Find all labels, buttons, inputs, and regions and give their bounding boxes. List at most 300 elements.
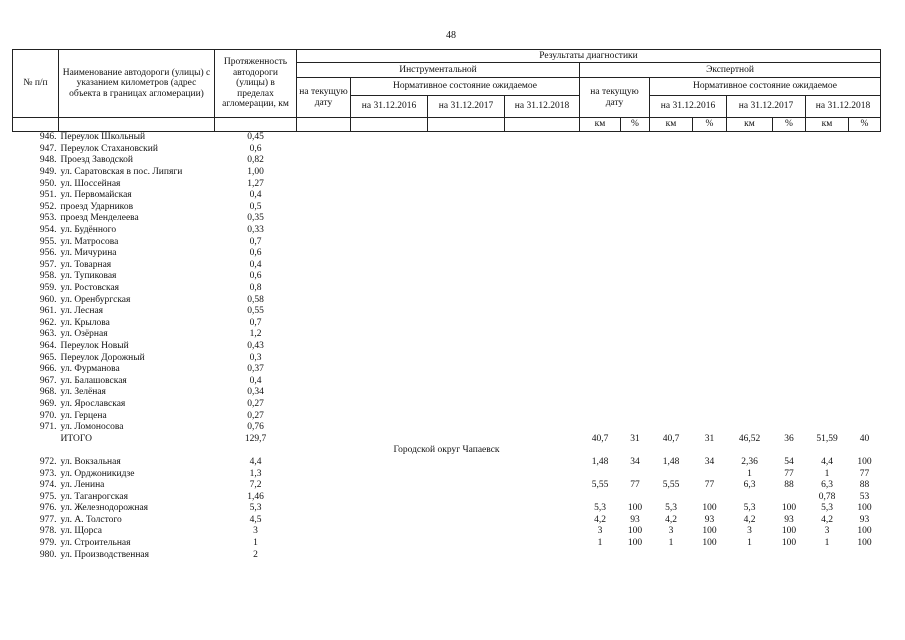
road-length: 0,58 <box>247 294 264 305</box>
result-value <box>650 283 693 295</box>
road-length: 0,7 <box>249 317 262 328</box>
result-value <box>580 144 621 156</box>
row-number: 962. <box>39 317 57 328</box>
result-value <box>580 341 621 353</box>
result-value <box>773 155 806 167</box>
result-value <box>773 329 806 341</box>
road-name: ул. Балашовская <box>60 375 127 386</box>
table-cell <box>428 410 505 422</box>
result-value <box>693 364 727 376</box>
road-name: ул. Оренбургская <box>60 294 131 305</box>
table-cell <box>505 144 580 156</box>
table-cell <box>351 167 428 179</box>
table-row <box>13 236 881 248</box>
result-value <box>849 294 881 306</box>
table-cell <box>505 352 580 364</box>
road-length: 0,35 <box>247 213 264 224</box>
result-value <box>621 468 650 480</box>
table-cell <box>351 538 428 550</box>
row-number: 967. <box>39 375 57 386</box>
table-row <box>13 213 881 225</box>
table-cell <box>428 538 505 550</box>
table-cell <box>297 422 351 434</box>
section-row <box>13 445 881 457</box>
result-value <box>580 248 621 260</box>
result-value <box>693 422 727 434</box>
row-number: 979. <box>39 538 57 549</box>
result-value <box>580 306 621 318</box>
result-value <box>849 190 881 202</box>
result-value <box>773 422 806 434</box>
result-value: 77 <box>784 468 794 479</box>
result-value <box>849 422 881 434</box>
result-value <box>806 167 849 179</box>
row-number: 977. <box>39 514 57 525</box>
result-value <box>727 364 773 376</box>
row-number: 959. <box>39 283 57 294</box>
table-cell <box>428 329 505 341</box>
result-value <box>773 190 806 202</box>
table-cell <box>505 225 580 237</box>
result-value <box>580 132 621 144</box>
row-number: 980. <box>39 549 57 560</box>
table-cell <box>505 538 580 550</box>
result-value <box>693 132 727 144</box>
road-length: 2 <box>253 549 258 560</box>
result-value <box>693 190 727 202</box>
result-value <box>693 202 727 214</box>
table-cell <box>351 375 428 387</box>
result-value <box>806 260 849 272</box>
col-name-header: Наименование автодороги (улицы) с указанием километров (адрес объекта в границах агломерации) <box>59 50 215 118</box>
table-cell <box>297 387 351 399</box>
result-value <box>693 387 727 399</box>
table-cell <box>505 329 580 341</box>
table-cell <box>505 364 580 376</box>
table-cell <box>351 318 428 330</box>
road-length: 0,45 <box>247 132 264 143</box>
result-value <box>806 271 849 283</box>
result-value <box>727 410 773 422</box>
result-value <box>727 422 773 434</box>
table-cell <box>351 190 428 202</box>
result-value <box>693 155 727 167</box>
result-value <box>650 491 693 503</box>
table-row <box>13 225 881 237</box>
row-number: 969. <box>39 398 57 409</box>
result-value <box>727 271 773 283</box>
result-value: 6,3 <box>821 480 833 491</box>
table-cell <box>297 155 351 167</box>
table-cell <box>297 410 351 422</box>
result-value <box>621 283 650 295</box>
result-value: 3 <box>824 526 830 537</box>
table-cell <box>297 306 351 318</box>
table-cell <box>351 549 428 561</box>
result-value: 5,55 <box>662 480 680 491</box>
table-cell <box>351 410 428 422</box>
table-cell <box>505 236 580 248</box>
result-value <box>773 549 806 561</box>
result-value <box>621 294 650 306</box>
road-length: 0,6 <box>249 271 262 282</box>
road-length: 0,8 <box>249 283 262 294</box>
table-cell <box>297 190 351 202</box>
result-value <box>693 306 727 318</box>
table-cell <box>351 341 428 353</box>
row-number: 947. <box>39 143 57 154</box>
road-name: ул. Матросова <box>60 236 119 247</box>
table-row <box>13 422 881 434</box>
table-row <box>13 364 881 376</box>
row-number: 952. <box>39 201 57 212</box>
result-value <box>849 202 881 214</box>
result-value <box>693 329 727 341</box>
table-cell <box>505 422 580 434</box>
table-cell <box>505 341 580 353</box>
result-value <box>773 387 806 399</box>
table-cell <box>351 155 428 167</box>
row-number: 955. <box>39 236 57 247</box>
table-cell <box>428 260 505 272</box>
row-number: 961. <box>39 306 57 317</box>
result-value <box>693 341 727 353</box>
table-cell <box>428 399 505 411</box>
result-value <box>693 375 727 387</box>
row-number: 971. <box>39 422 57 433</box>
table-row <box>13 341 881 353</box>
table-row <box>13 318 881 330</box>
result-value <box>849 283 881 295</box>
result-value <box>580 155 621 167</box>
table-row <box>13 132 881 144</box>
road-name: ул. Ломоносова <box>60 422 124 433</box>
table-row <box>13 178 881 190</box>
result-value <box>621 352 650 364</box>
table-cell <box>297 248 351 260</box>
table-cell <box>428 526 505 538</box>
table-cell <box>297 318 351 330</box>
row-number: 954. <box>39 225 57 236</box>
table-cell <box>351 352 428 364</box>
row-number: 951. <box>39 190 57 201</box>
table-cell <box>428 283 505 295</box>
result-value <box>773 167 806 179</box>
result-value: 4,4 <box>821 456 833 467</box>
table-cell <box>297 225 351 237</box>
result-value <box>806 132 849 144</box>
table-cell <box>297 144 351 156</box>
table-cell <box>351 248 428 260</box>
road-length: 1,3 <box>249 468 262 479</box>
table-row <box>13 329 881 341</box>
expert-2018-header: на 31.12.2018 <box>806 96 881 118</box>
road-name: ул. Производственная <box>60 549 150 560</box>
road-name: ул. Лесная <box>60 306 104 317</box>
table-cell <box>351 422 428 434</box>
table-row <box>13 352 881 364</box>
table-cell <box>297 132 351 144</box>
expert-current-header: на текущую дату <box>580 78 650 118</box>
result-value <box>806 410 849 422</box>
table-cell <box>351 132 428 144</box>
table-cell <box>505 387 580 399</box>
table-cell <box>428 468 505 480</box>
table-cell <box>297 271 351 283</box>
result-value <box>727 329 773 341</box>
result-value <box>693 167 727 179</box>
table-cell <box>297 213 351 225</box>
result-value <box>621 260 650 272</box>
table-cell <box>428 341 505 353</box>
result-value <box>727 178 773 190</box>
road-name: Проезд Заводской <box>60 155 133 166</box>
col-length-header: Протяженность автодороги (улицы) в пределах агломерации, км <box>215 50 297 118</box>
row-number: 957. <box>39 259 57 270</box>
result-value <box>650 190 693 202</box>
result-value: 31 <box>630 433 640 444</box>
result-value <box>727 260 773 272</box>
result-value <box>650 260 693 272</box>
result-value: 88 <box>784 480 794 491</box>
table-cell <box>428 202 505 214</box>
result-value <box>727 375 773 387</box>
table-cell <box>351 503 428 515</box>
result-value <box>580 329 621 341</box>
result-value <box>806 549 849 561</box>
unit-cell <box>428 118 505 132</box>
table-cell <box>428 491 505 503</box>
table-cell <box>297 468 351 480</box>
result-value: 1 <box>668 538 674 549</box>
unit-km-header: км <box>806 118 849 132</box>
result-value <box>621 248 650 260</box>
road-length: 129,7 <box>244 433 267 444</box>
table-body <box>13 132 881 561</box>
row-number: 968. <box>39 387 57 398</box>
road-length: 0,55 <box>247 306 264 317</box>
row-number: 965. <box>39 352 57 363</box>
result-value <box>727 387 773 399</box>
table-cell <box>505 213 580 225</box>
table-cell <box>428 190 505 202</box>
table-cell <box>297 329 351 341</box>
result-value <box>650 364 693 376</box>
table-row <box>13 155 881 167</box>
result-value <box>727 294 773 306</box>
result-value <box>621 144 650 156</box>
result-value <box>849 318 881 330</box>
road-length: 0,4 <box>249 259 262 270</box>
result-value <box>621 375 650 387</box>
result-value: 88 <box>859 480 870 491</box>
table-cell <box>428 225 505 237</box>
result-value <box>693 283 727 295</box>
table-cell <box>297 503 351 515</box>
road-name: ул. Ленина <box>60 480 105 491</box>
result-value <box>580 549 621 561</box>
result-value <box>650 144 693 156</box>
result-value: 1 <box>747 538 752 549</box>
table-cell <box>351 225 428 237</box>
row-number: 950. <box>39 178 57 189</box>
result-value <box>650 318 693 330</box>
result-value <box>727 236 773 248</box>
table-cell <box>505 190 580 202</box>
result-value <box>806 341 849 353</box>
result-value <box>727 352 773 364</box>
road-name: ул. Орджоникидзе <box>60 468 135 479</box>
result-value <box>621 549 650 561</box>
result-value: 100 <box>781 503 797 514</box>
table-row <box>13 457 881 469</box>
result-value <box>773 248 806 260</box>
result-value <box>727 399 773 411</box>
result-value <box>849 549 881 561</box>
result-value <box>621 236 650 248</box>
road-length: 4,5 <box>249 514 262 525</box>
result-value <box>650 468 693 480</box>
result-value <box>621 318 650 330</box>
table-cell <box>505 155 580 167</box>
result-value <box>773 271 806 283</box>
result-value <box>580 364 621 376</box>
result-value <box>849 352 881 364</box>
result-value <box>806 375 849 387</box>
result-value <box>693 225 727 237</box>
unit-pct-header: % <box>621 118 650 132</box>
result-value: 46,52 <box>738 433 761 444</box>
result-value <box>849 306 881 318</box>
result-value: 100 <box>857 456 872 467</box>
result-value: 100 <box>702 538 717 549</box>
table-cell <box>428 480 505 492</box>
result-value <box>806 399 849 411</box>
result-value: 51,59 <box>816 433 838 444</box>
result-value <box>580 422 621 434</box>
result-value <box>693 468 727 480</box>
result-value <box>621 202 650 214</box>
result-value: 1 <box>824 468 830 479</box>
table-row <box>13 271 881 283</box>
unit-pct-header: % <box>849 118 881 132</box>
road-name: ул. Железнодорожная <box>60 503 149 514</box>
result-value: 100 <box>781 526 797 537</box>
road-name: Переулок Школьный <box>60 132 146 143</box>
road-name: ул. Ярославская <box>60 398 126 409</box>
result-value <box>773 318 806 330</box>
expert-header: Экспертной <box>580 63 881 78</box>
road-name: ул. Мичурина <box>60 248 117 259</box>
unit-cell <box>59 118 215 132</box>
road-length: 0,33 <box>247 225 264 236</box>
result-value: 100 <box>857 526 872 537</box>
result-value <box>849 155 881 167</box>
row-number: 953. <box>39 213 57 224</box>
unit-km-header: км <box>650 118 693 132</box>
result-value <box>806 294 849 306</box>
table-cell <box>428 352 505 364</box>
result-value <box>580 236 621 248</box>
col-num-header: № п/п <box>13 50 59 118</box>
result-value <box>849 387 881 399</box>
result-value <box>621 341 650 353</box>
result-value <box>849 260 881 272</box>
table-cell <box>297 283 351 295</box>
road-length: 0,4 <box>249 190 262 201</box>
result-value <box>773 294 806 306</box>
result-value <box>650 202 693 214</box>
row-number: 966. <box>39 364 57 375</box>
result-value: 1,48 <box>662 456 680 467</box>
result-value <box>580 387 621 399</box>
result-value <box>727 318 773 330</box>
unit-cell <box>505 118 580 132</box>
instrumental-header: Инструментальной <box>297 63 580 78</box>
result-value <box>773 132 806 144</box>
result-value <box>773 178 806 190</box>
table-cell <box>505 132 580 144</box>
unit-pct-header: % <box>693 118 727 132</box>
table-row <box>13 491 881 503</box>
table-cell <box>505 457 580 469</box>
result-value <box>727 155 773 167</box>
result-value <box>727 225 773 237</box>
result-value: 5,3 <box>821 503 833 514</box>
table-cell <box>297 178 351 190</box>
road-name: ул. Озёрная <box>60 329 108 340</box>
road-name: ул. Шоссейная <box>60 178 121 189</box>
result-value: 5,55 <box>591 480 609 491</box>
unit-pct-header: % <box>773 118 806 132</box>
table-cell <box>505 318 580 330</box>
result-value: 53 <box>859 491 870 502</box>
result-value <box>849 167 881 179</box>
table-cell <box>428 213 505 225</box>
result-value <box>621 410 650 422</box>
result-value: 40,7 <box>591 433 609 444</box>
result-value: 100 <box>857 503 872 514</box>
result-value <box>849 375 881 387</box>
result-value: 93 <box>704 514 715 525</box>
unit-cell <box>215 118 297 132</box>
table-cell <box>505 515 580 527</box>
table-cell <box>428 144 505 156</box>
result-value <box>806 236 849 248</box>
road-length: 0,7 <box>249 236 262 247</box>
table-cell <box>505 271 580 283</box>
road-length: 3 <box>253 526 258 537</box>
result-value <box>580 318 621 330</box>
road-name: ИТОГО <box>60 433 93 444</box>
result-value <box>650 549 693 561</box>
table-cell <box>351 468 428 480</box>
table-cell <box>351 294 428 306</box>
road-name: ул. Вокзальная <box>60 456 121 467</box>
table-cell <box>297 480 351 492</box>
result-value <box>773 410 806 422</box>
result-value <box>650 306 693 318</box>
table-cell <box>428 549 505 561</box>
table-cell <box>505 433 580 445</box>
result-value: 40 <box>859 433 870 444</box>
result-value <box>621 155 650 167</box>
table-cell <box>428 422 505 434</box>
road-name: ул. Таганрогская <box>60 491 128 502</box>
table-cell <box>428 364 505 376</box>
result-value <box>650 248 693 260</box>
result-value: 34 <box>630 456 640 467</box>
